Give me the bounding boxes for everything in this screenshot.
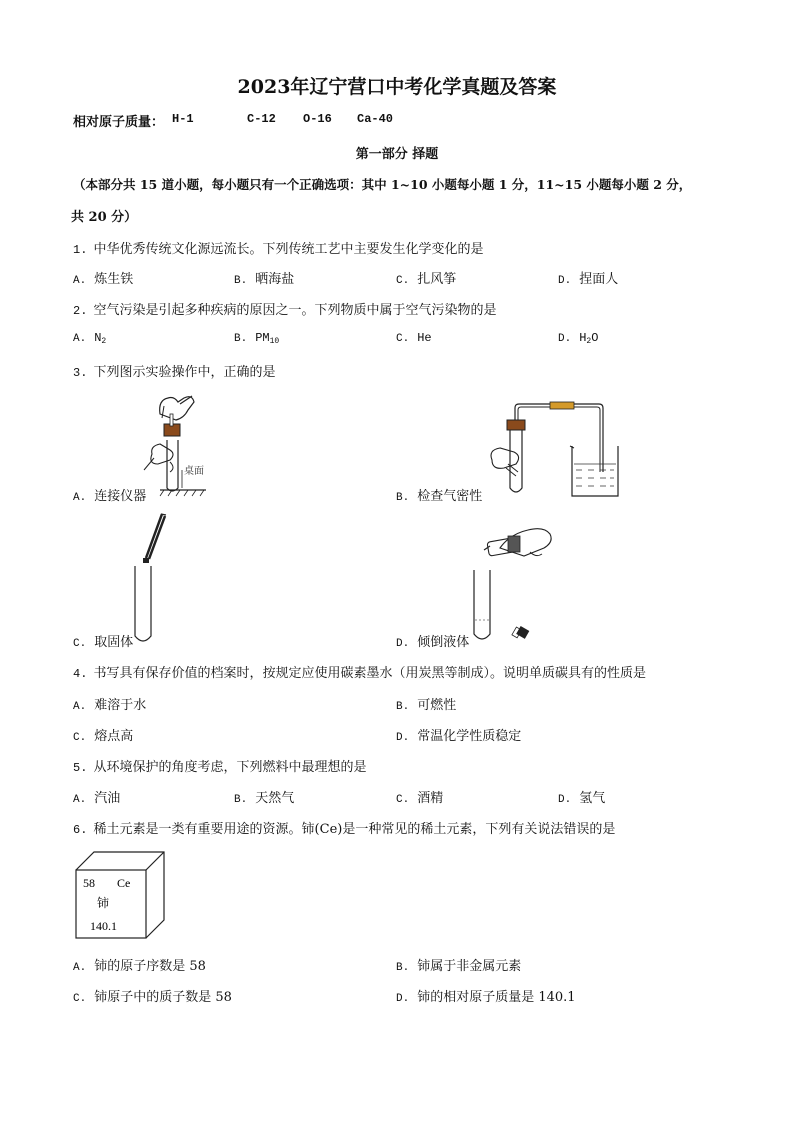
q4-option-b[interactable]: B. 可燃性 xyxy=(396,698,457,713)
atomic-mass-h: H-1 xyxy=(172,112,194,126)
element-name: 铈 xyxy=(97,896,110,910)
q2-option-c[interactable]: C. He xyxy=(396,331,432,345)
question-1-text: 中华优秀传统文化源远流长。下列传统工艺中主要发生化学变化的是 xyxy=(93,242,484,257)
q4-option-a[interactable]: A. 难溶于水 xyxy=(73,698,147,713)
figure-b-airtightness xyxy=(484,402,624,502)
atomic-mass-label: 相对原子质量： xyxy=(73,115,165,130)
q3-option-c[interactable]: C. 取固体 xyxy=(73,635,134,650)
q3-option-a[interactable]: A. 连接仪器 xyxy=(73,489,147,504)
question-5: 5. 从环境保护的角度考虑，下列燃料中最理想的是 xyxy=(73,760,367,775)
question-1: 1. 中华优秀传统文化源远流长。下列传统工艺中主要发生化学变化的是 xyxy=(73,242,484,257)
q2-option-b[interactable]: B. $PM_{10}$ xyxy=(234,331,280,346)
question-2-text: 空气污染是引起多种疾病的原因之一。下列物质中属于空气污染物的是 xyxy=(93,303,497,318)
figure-d-pour-liquid xyxy=(470,524,560,644)
element-number: 58 xyxy=(83,876,95,890)
section-instruction-line1: （本部分共 15 道小题，每小题只有一个正确选项：其中 1~10 小题每小题 1 分，11~15 小题每小题 2 分， xyxy=(73,177,692,192)
q3-option-b[interactable]: B. 检查气密性 xyxy=(396,489,483,504)
atomic-mass-ca: Ca-40 xyxy=(357,112,394,126)
q5-option-c[interactable]: C. 酒精 xyxy=(396,791,444,806)
question-5-text: 从环境保护的角度考虑，下列燃料中最理想的是 xyxy=(93,760,367,775)
atomic-mass-c: C-12 xyxy=(247,112,276,126)
q2-option-a[interactable]: A. $N_2$ xyxy=(73,331,107,346)
element-mass: 140.1 xyxy=(90,919,117,933)
q4-option-d[interactable]: D. 常温化学性质稳定 xyxy=(396,729,522,744)
q1-option-a[interactable]: A. 炼生铁 xyxy=(73,272,134,287)
q5-option-b[interactable]: B. 天然气 xyxy=(234,791,295,806)
section-instruction-line2: 共 20 分） xyxy=(71,210,138,225)
q6-option-b[interactable]: B. 铈属于非金属元素 xyxy=(396,959,522,974)
q1-option-d[interactable]: D. 捏面人 xyxy=(558,272,619,287)
element-cube-ce xyxy=(74,850,166,940)
q6-option-a[interactable]: A. 铈的原子序数是 58 xyxy=(73,959,206,974)
q5-option-a[interactable]: A. 汽油 xyxy=(73,791,121,806)
q1-option-c[interactable]: C. 扎风筝 xyxy=(396,272,457,287)
q4-option-c[interactable]: C. 熔点高 xyxy=(73,729,134,744)
figure-c-take-solid xyxy=(128,512,168,647)
q6-option-d[interactable]: D. 铈的相对原子质量是 140.1 xyxy=(396,990,576,1005)
question-4: 4. 书写具有保存价值的档案时，按规定应使用碳素墨水（用炭黑等制成）。说明单质碳具有的性质是 xyxy=(73,666,647,681)
question-3: 3. 下列图示实验操作中，正确的是 xyxy=(73,365,276,380)
q3-option-d[interactable]: D. 倾倒液体 xyxy=(396,635,470,650)
q2-option-d[interactable]: D. $H_2O$ xyxy=(558,331,599,346)
q6-option-c[interactable]: C. 铈原子中的质子数是 58 xyxy=(73,990,232,1005)
question-6: 6. 稀土元素是一类有重要用途的资源。铈(Ce)是一种常见的稀土元素，下列有关说法错误的是 xyxy=(73,822,616,837)
table-surface-label: 桌面 xyxy=(184,466,204,477)
question-4-text: 书写具有保存价值的档案时，按规定应使用碳素墨水（用炭黑等制成）。说明单质碳具有的性质是 xyxy=(93,666,647,681)
question-2: 2. 空气污染是引起多种疾病的原因之一。下列物质中属于空气污染物的是 xyxy=(73,303,497,318)
atomic-mass-o: O-16 xyxy=(303,112,332,126)
question-3-text: 下列图示实验操作中，正确的是 xyxy=(93,365,276,380)
page-title: 2023年辽宁营口中考化学真题及答案 xyxy=(237,76,557,98)
element-symbol: Ce xyxy=(117,876,131,890)
q5-option-d[interactable]: D. 氢气 xyxy=(558,791,606,806)
figure-a-connect-apparatus xyxy=(140,392,230,497)
section-title: 第一部分 择题 xyxy=(355,147,439,162)
question-6-text: 稀土元素是一类有重要用途的资源。铈(Ce)是一种常见的稀土元素，下列有关说法错误的是 xyxy=(93,822,616,837)
q1-option-b[interactable]: B. 晒海盐 xyxy=(234,272,295,287)
